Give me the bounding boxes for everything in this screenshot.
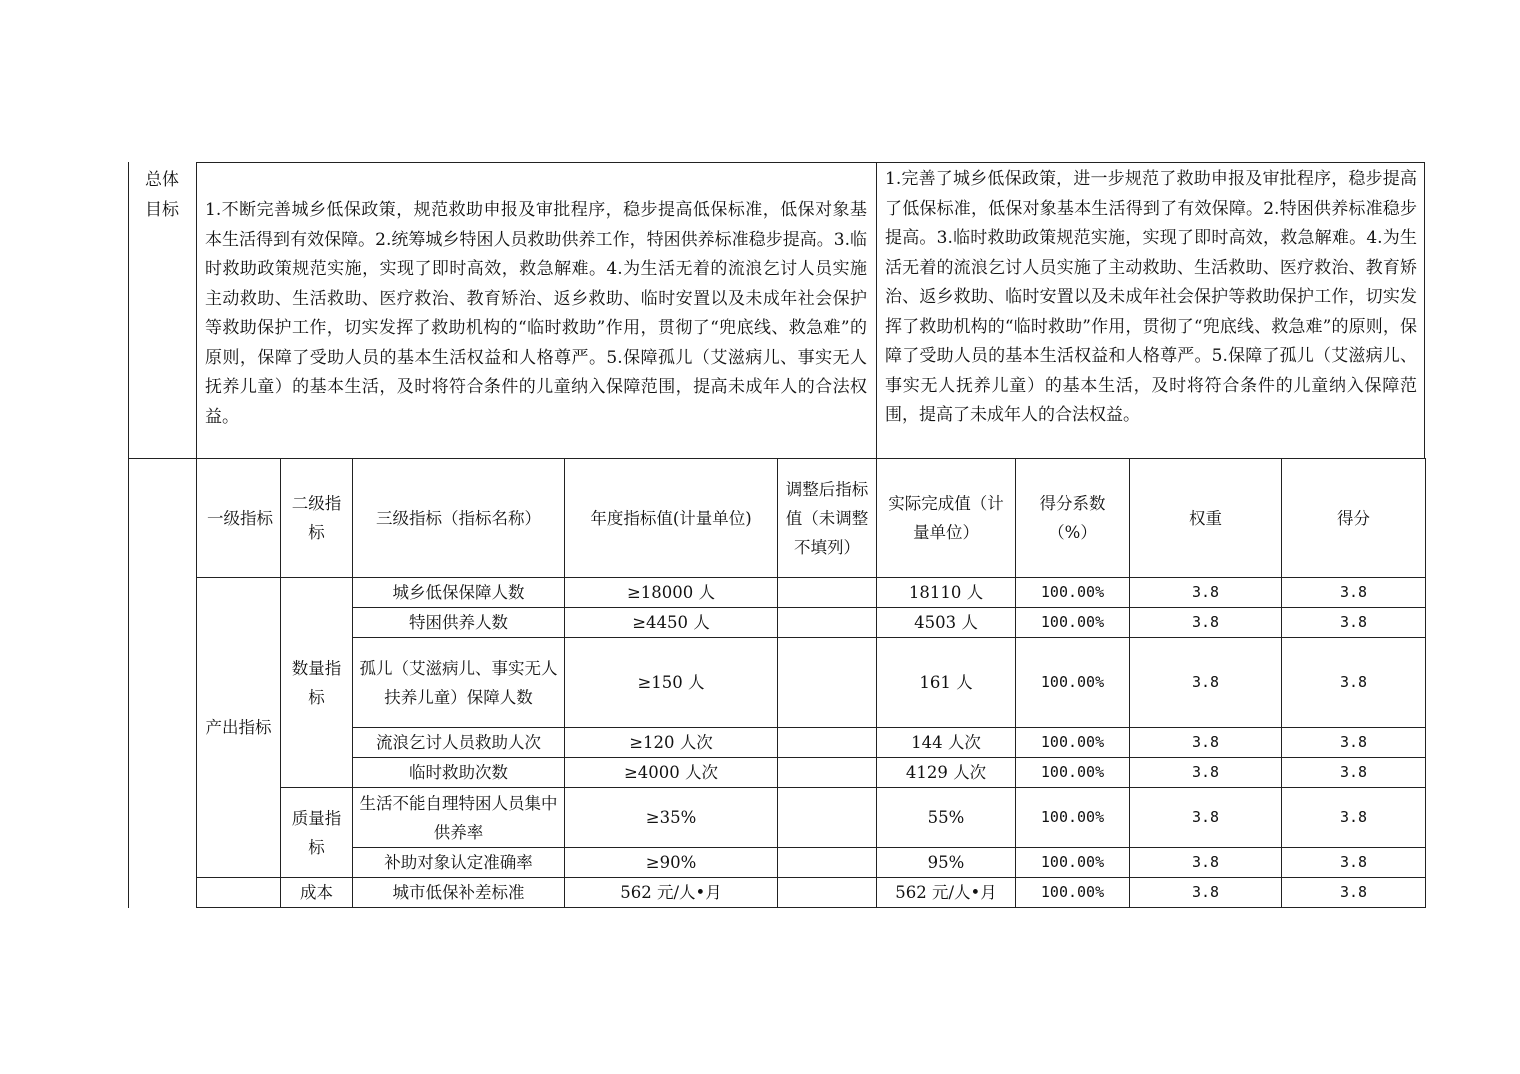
goal-label-line2: 目标 [145,200,179,220]
row-score: 3.8 [1282,848,1426,878]
header-adjusted-value: 调整后指标值（未调整不填列） [778,459,877,578]
row-name: 孤儿（艾滋病儿、事实无人扶养儿童）保障人数 [353,638,565,728]
goal-divider-1 [196,162,197,459]
performance-table [196,458,1426,908]
goal-right-border [1424,162,1425,459]
table-row [197,578,1426,608]
row-name: 补助对象认定准确率 [353,848,565,878]
header-weight: 权重 [1130,459,1282,578]
row-name: 临时救助次数 [353,758,565,788]
level2-quality: 质量指标 [281,788,353,878]
row-name: 城市低保补差标准 [353,878,565,908]
row-weight: 3.8 [1130,788,1282,848]
row-coef: 100.00% [1016,758,1130,788]
row-coef: 100.00% [1016,608,1130,638]
row-annual: ≥150 人 [565,638,778,728]
row-name: 特困供养人数 [353,608,565,638]
row-annual: ≥120 人次 [565,728,778,758]
row-name: 流浪乞讨人员救助人次 [353,728,565,758]
row-coef: 100.00% [1016,788,1130,848]
row-actual: 562 元/人•月 [877,878,1016,908]
row-actual: 18110 人 [877,578,1016,608]
header-score-coef: 得分系数（%） [1016,459,1130,578]
row-actual: 144 人次 [877,728,1016,758]
row-actual: 95% [877,848,1016,878]
row-adjusted [778,728,877,758]
row-score: 3.8 [1282,638,1426,728]
goal-divider-2 [876,162,877,459]
table-row [197,638,1426,728]
row-annual: ≥4450 人 [565,608,778,638]
row-score: 3.8 [1282,578,1426,608]
goal-label [128,165,196,225]
level2-quantity: 数量指标 [281,578,353,788]
row-score: 3.8 [1282,608,1426,638]
row-name: 生活不能自理特困人员集中供养率 [353,788,565,848]
header-level1: 一级指标 [197,459,281,578]
row-weight: 3.8 [1130,638,1282,728]
header-actual-value: 实际完成值（计量单位） [877,459,1016,578]
row-adjusted [778,758,877,788]
row-adjusted [778,608,877,638]
row-coef: 100.00% [1016,728,1130,758]
row-annual: ≥18000 人 [565,578,778,608]
row-weight: 3.8 [1130,728,1282,758]
row-coef: 100.00% [1016,578,1130,608]
row-adjusted [778,788,877,848]
row-coef: 100.00% [1016,638,1130,728]
goal-bottom-border [128,458,196,459]
table-row [197,878,1426,908]
goal-label-line1: 总体 [145,170,179,190]
row-weight: 3.8 [1130,578,1282,608]
row-weight: 3.8 [1130,758,1282,788]
level1-output-cont [197,878,281,908]
header-score: 得分 [1282,459,1426,578]
row-adjusted [778,638,877,728]
row-name: 城乡低保保障人数 [353,578,565,608]
row-actual: 4129 人次 [877,758,1016,788]
table-row [197,728,1426,758]
goal-top-border [196,162,1425,163]
level2-cost: 成本 [281,878,353,908]
row-adjusted [778,848,877,878]
table-row [197,758,1426,788]
header-level3: 三级指标（指标名称） [353,459,565,578]
row-annual: ≥4000 人次 [565,758,778,788]
row-actual: 4503 人 [877,608,1016,638]
row-score: 3.8 [1282,728,1426,758]
goal-left-border [128,162,129,908]
row-weight: 3.8 [1130,848,1282,878]
goal-actual-text: 1.完善了城乡低保政策，进一步规范了救助申报及审批程序，稳步提高了低保标准，低保对象基本生活得到了有效保障。2.特困供养标准稳步提高。3.临时救助政策规范实施，实现了即时高效，救急解难。4.为生活无着的流浪乞讨人员实施了主动救助、生活救助、医疗救治、教育矫治、返乡救助、临时安置以及未成年社会保护等救助保护工作，切实发挥了救助机构的“临时救助”作用，贯彻了“兜底线、救急难”的原则，保障了受助人员的基本生活权益和人格尊严。5.保障了孤儿（艾滋病儿、事实无人抚养儿童）的基本生活，及时将符合条件的儿童纳入保障范围，提高了未成年人的合法权益。 [885,169,1417,425]
row-actual: 161 人 [877,638,1016,728]
row-weight: 3.8 [1130,878,1282,908]
row-score: 3.8 [1282,758,1426,788]
row-adjusted [778,878,877,908]
header-annual-value: 年度指标值(计量单位) [565,459,778,578]
header-level2: 二级指标 [281,459,353,578]
table-row [197,788,1426,848]
row-annual: 562 元/人•月 [565,878,778,908]
goal-planned-text: 1.不断完善城乡低保政策，规范救助申报及审批程序，稳步提高低保标准，低保对象基本生活得到有效保障。2.统筹城乡特困人员救助供养工作，特困供养标准稳步提高。3.临时救助政策规范实施，实现了即时高效，救急解难。4.为生活无着的流浪乞讨人员实施主动救助、生活救助、医疗救治、教育矫治、返乡救助、临时安置以及未成年社会保护等救助保护工作，切实发挥了救助机构的“临时救助”作用，贯彻了“兜底线、救急难”的原则，保障了受助人员的基本生活权益和人格尊严。5.保障孤儿（艾滋病儿、事实无人抚养儿童）的基本生活，及时将符合条件的儿童纳入保障范围，提高未成年人的合法权益。 [205,200,867,427]
row-coef: 100.00% [1016,878,1130,908]
row-coef: 100.00% [1016,848,1130,878]
row-score: 3.8 [1282,788,1426,848]
row-annual: ≥35% [565,788,778,848]
row-annual: ≥90% [565,848,778,878]
row-weight: 3.8 [1130,608,1282,638]
table-header-row [197,459,1426,578]
level1-output: 产出指标 [197,578,281,878]
row-score: 3.8 [1282,878,1426,908]
table-row [197,608,1426,638]
row-adjusted [778,578,877,608]
row-actual: 55% [877,788,1016,848]
table-row [197,848,1426,878]
